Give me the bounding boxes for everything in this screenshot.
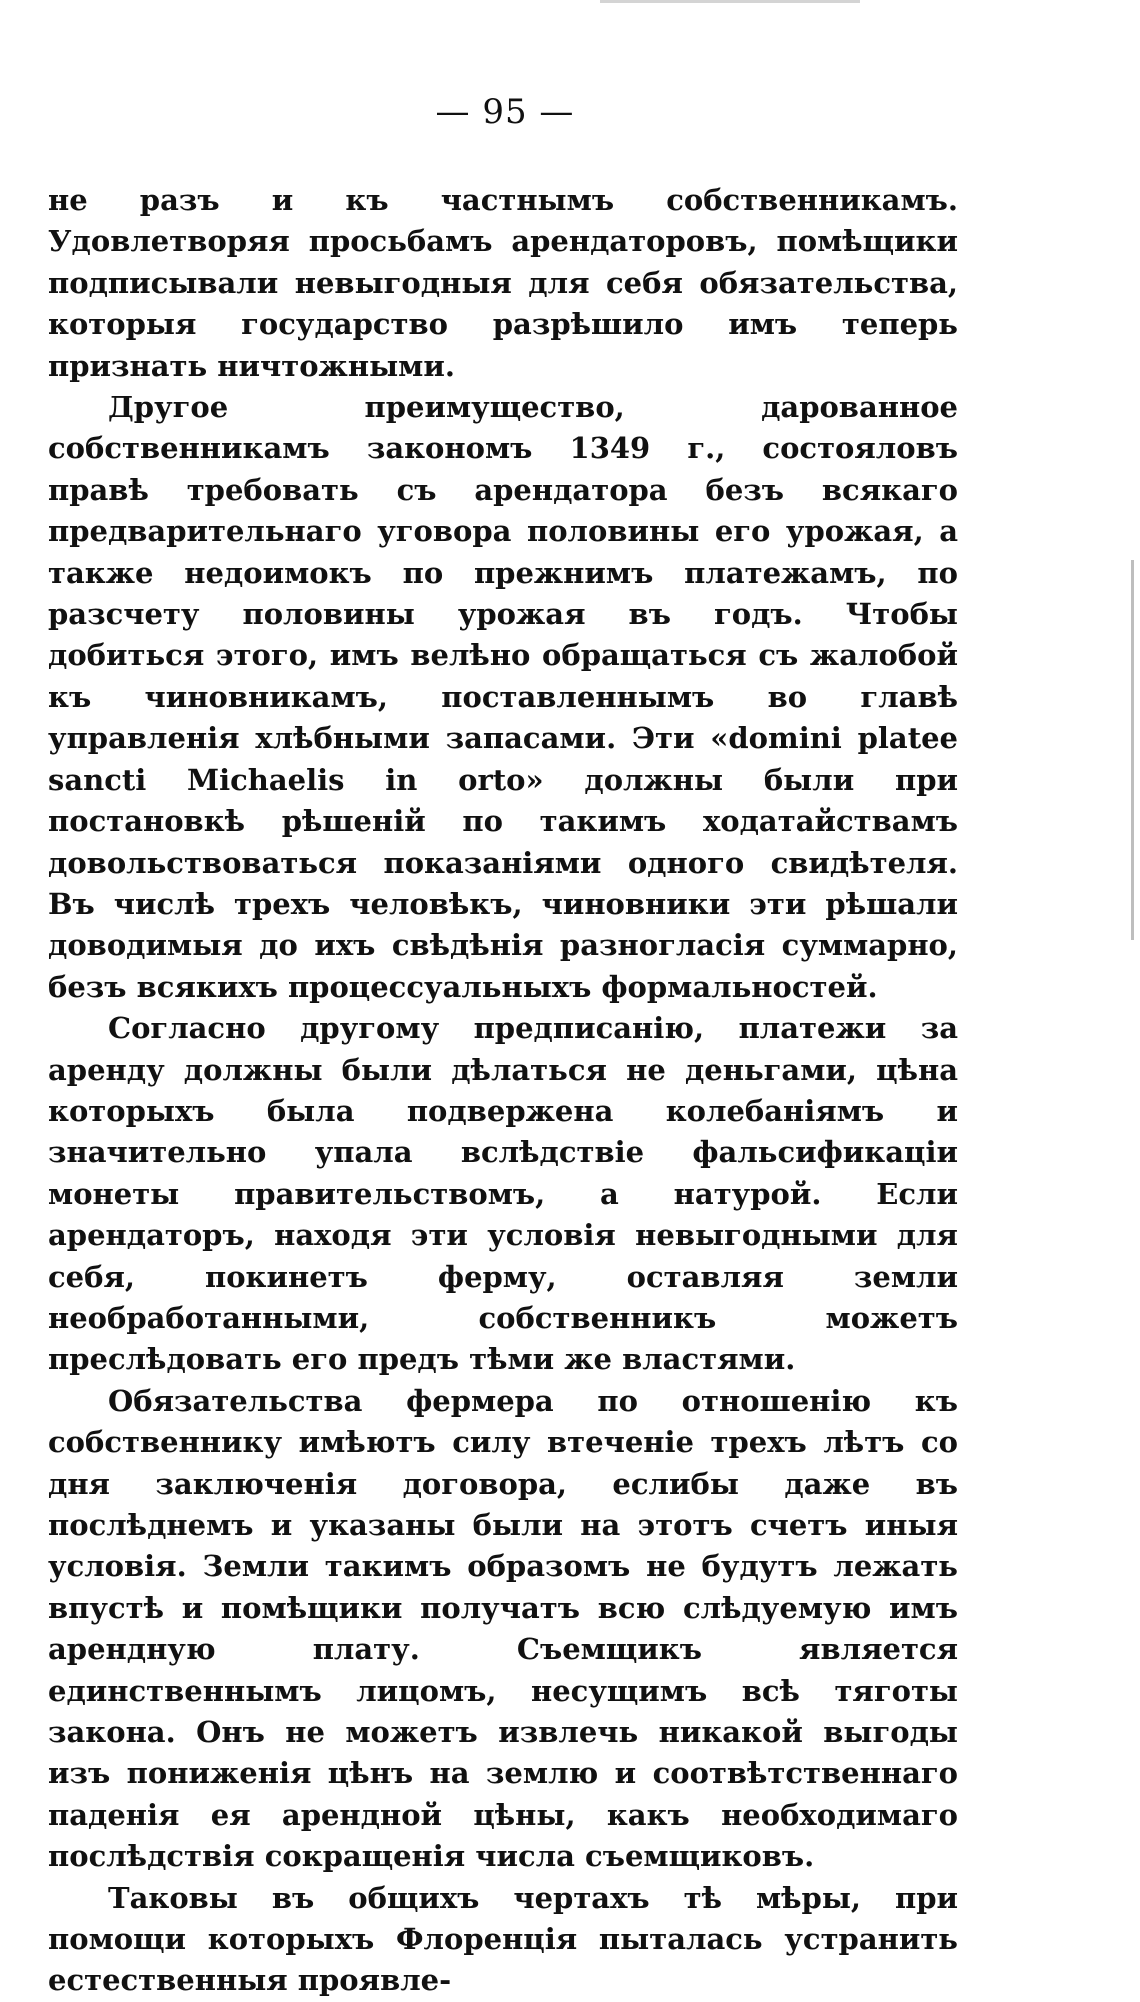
paragraph-3: Согласно другому предписанію, платежи за аренду должны были дѣлаться не деньгами, цѣна которыхъ была подвержена колебаніямъ и значительно упала вслѣдствіе фальсификаціи монеты правительствомъ, а натурой. Если арендаторъ, находя эти условія невыгодными для себя, покинетъ ферму, оставляя земли необработанными, собственникъ можетъ преслѣдовать его предъ тѣми же властями. xyxy=(48,1011,958,1377)
paragraph-1: не разъ и къ частнымъ собственникамъ. Удовлетворяя просьбамъ арендаторовъ, помѣщики подписывали невыгодныя для себя обязательства, которыя государство разрѣшило имъ теперь признать ничтожными. xyxy=(48,183,958,383)
paragraph-4: Обязательства фермера по отношенію къ собственнику имѣютъ силу втеченіе трехъ лѣтъ со дня заключенія договора, еслибы даже въ послѣднемъ и указаны были на этотъ счетъ иныя условія. Земли такимъ образомъ не будутъ лежать впустѣ и помѣщики получатъ всю слѣдуемую имъ арендную плату. Съемщикъ является единственнымъ лицомъ, несущимъ всѣ тяготы закона. Онъ не можетъ извлечь никакой выгоды изъ пониженія цѣнъ на землю и соотвѣтственнаго паденія ея арендной цѣны, какъ необходимаго послѣдствія сокращенія числа съемщиковъ. xyxy=(48,1383,958,1874)
scan-artifact-top xyxy=(600,0,860,3)
body-text xyxy=(48,180,958,2002)
page-number: — 95 — xyxy=(435,92,575,132)
scan-artifact-edge xyxy=(1131,560,1134,940)
paragraph-5: Таковы въ общихъ чертахъ тѣ мѣры, при помощи которыхъ Флоренція пыталась устранить естественныя проявле- xyxy=(48,1880,958,1998)
paragraph-2: Другое преимущество, дарованное собственникамъ закономъ 1349 г., состояловъ правѣ требовать съ арендатора безъ всякаго предварительнаго уговора половины его урожая, а также недоимокъ по прежнимъ платежамъ, по разсчету половины урожая въ годъ. Чтобы добиться этого, имъ велѣно обращаться съ жалобой къ чиновникамъ, поставленнымъ во главѣ управленія хлѣбными запасами. Эти «domini platee sancti Michaelis in orto» должны были при постановкѣ рѣшеній по такимъ ходатайствамъ довольствоваться показаніями одного свидѣтеля. Въ числѣ трехъ человѣкъ, чиновники эти рѣшали доводимыя до ихъ свѣдѣнія разногласія суммарно, безъ всякихъ процессуальныхъ формальностей. xyxy=(48,390,958,1004)
